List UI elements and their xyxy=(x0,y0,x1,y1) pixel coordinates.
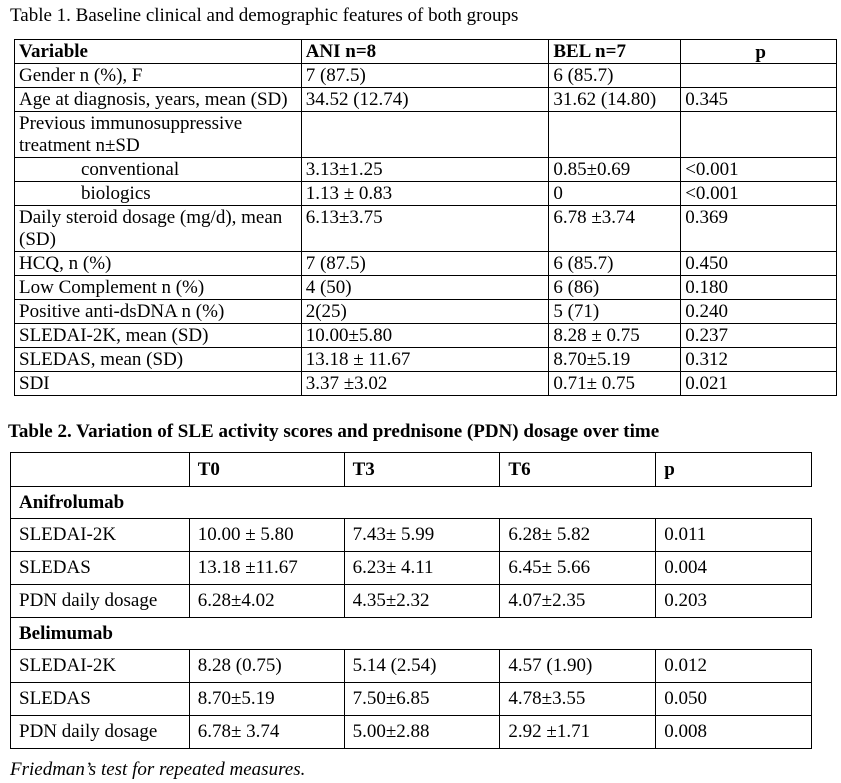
t3-value: 5.14 (2.54) xyxy=(344,650,500,683)
p-value: 0.237 xyxy=(681,324,837,348)
bel-value: 6 (85.7) xyxy=(549,252,681,276)
table-row xyxy=(11,716,812,749)
p-value xyxy=(681,64,837,88)
bel-value: 6 (85.7) xyxy=(549,64,681,88)
ani-value: 1.13 ± 0.83 xyxy=(301,182,549,206)
p-value: 0.345 xyxy=(681,88,837,112)
ani-value: 2(25) xyxy=(301,300,549,324)
row-label: biologics xyxy=(15,182,302,206)
t6-value: 4.57 (1.90) xyxy=(500,650,656,683)
header-t6: T6 xyxy=(500,453,656,487)
row-label: SLEDAI-2K xyxy=(11,519,190,552)
t3-value: 7.50±6.85 xyxy=(344,683,500,716)
bel-value: 0.71± 0.75 xyxy=(549,372,681,396)
table-row xyxy=(15,348,837,372)
table-row xyxy=(11,585,812,618)
bel-value: 6 (86) xyxy=(549,276,681,300)
bel-value xyxy=(549,112,681,158)
t6-value: 2.92 ±1.71 xyxy=(500,716,656,749)
table-row xyxy=(11,519,812,552)
table-row xyxy=(15,372,837,396)
ani-value: 4 (50) xyxy=(301,276,549,300)
t3-value: 6.23± 4.11 xyxy=(344,552,500,585)
t6-value: 4.78±3.55 xyxy=(500,683,656,716)
t0-value: 8.70±5.19 xyxy=(189,683,344,716)
p-value: 0.004 xyxy=(656,552,812,585)
table-row xyxy=(15,252,837,276)
header-p: p xyxy=(681,40,837,64)
row-label: Daily steroid dosage (mg/d), mean (SD) xyxy=(15,206,302,252)
row-label: Positive anti-dsDNA n (%) xyxy=(15,300,302,324)
p-value: 0.369 xyxy=(681,206,837,252)
p-value: 0.180 xyxy=(681,276,837,300)
row-label: conventional xyxy=(15,158,302,182)
t6-value: 6.28± 5.82 xyxy=(500,519,656,552)
row-label: PDN daily dosage xyxy=(11,716,190,749)
table1-caption: Table 1. Baseline clinical and demographic features of both groups xyxy=(10,5,519,26)
p-value: 0.008 xyxy=(656,716,812,749)
p-value: 0.050 xyxy=(656,683,812,716)
header-bel: BEL n=7 xyxy=(549,40,681,64)
p-value: 0.312 xyxy=(681,348,837,372)
row-label: Low Complement n (%) xyxy=(15,276,302,300)
table-row xyxy=(15,206,837,252)
table-row xyxy=(15,324,837,348)
bel-value: 5 (71) xyxy=(549,300,681,324)
table-row xyxy=(15,64,837,88)
ani-value: 3.13±1.25 xyxy=(301,158,549,182)
ani-value: 6.13±3.75 xyxy=(301,206,549,252)
p-value: <0.001 xyxy=(681,182,837,206)
table-row xyxy=(15,182,837,206)
p-value: 0.450 xyxy=(681,252,837,276)
header-t3: T3 xyxy=(344,453,500,487)
header-ani: ANI n=8 xyxy=(301,40,549,64)
bel-value: 8.70±5.19 xyxy=(549,348,681,372)
row-label: SLEDAI-2K, mean (SD) xyxy=(15,324,302,348)
group-row-anifrolumab xyxy=(11,487,812,519)
table-row xyxy=(11,552,812,585)
ani-value: 7 (87.5) xyxy=(301,64,549,88)
ani-value: 13.18 ± 11.67 xyxy=(301,348,549,372)
bel-value: 8.28 ± 0.75 xyxy=(549,324,681,348)
ani-value: 3.37 ±3.02 xyxy=(301,372,549,396)
row-label: Previous immunosuppressive treatment n±SD xyxy=(15,112,302,158)
table-row xyxy=(11,650,812,683)
row-label: Gender n (%), F xyxy=(15,64,302,88)
table-row xyxy=(15,300,837,324)
footnote: Friedman’s test for repeated measures. xyxy=(10,759,306,780)
group-label: Anifrolumab xyxy=(11,487,812,519)
group-row-belimumab xyxy=(11,618,812,650)
table-row xyxy=(15,112,837,158)
t0-value: 6.28±4.02 xyxy=(189,585,344,618)
t0-value: 6.78± 3.74 xyxy=(189,716,344,749)
p-value: 0.012 xyxy=(656,650,812,683)
t3-value: 7.43± 5.99 xyxy=(344,519,500,552)
p-value: 0.203 xyxy=(656,585,812,618)
p-value: <0.001 xyxy=(681,158,837,182)
ani-value: 34.52 (12.74) xyxy=(301,88,549,112)
t3-value: 4.35±2.32 xyxy=(344,585,500,618)
row-label: Age at diagnosis, years, mean (SD) xyxy=(15,88,302,112)
bel-value: 0.85±0.69 xyxy=(549,158,681,182)
t0-value: 8.28 (0.75) xyxy=(189,650,344,683)
row-label: SLEDAS, mean (SD) xyxy=(15,348,302,372)
row-label: PDN daily dosage xyxy=(11,585,190,618)
t6-value: 4.07±2.35 xyxy=(500,585,656,618)
p-value xyxy=(681,112,837,158)
t3-value: 5.00±2.88 xyxy=(344,716,500,749)
p-value: 0.021 xyxy=(681,372,837,396)
ani-value: 7 (87.5) xyxy=(301,252,549,276)
table-header-row xyxy=(11,453,812,487)
header-p: p xyxy=(656,453,812,487)
t0-value: 10.00 ± 5.80 xyxy=(189,519,344,552)
header-t0: T0 xyxy=(189,453,344,487)
group-label: Belimumab xyxy=(11,618,812,650)
bel-value: 6.78 ±3.74 xyxy=(549,206,681,252)
header-variable: Variable xyxy=(15,40,302,64)
baseline-features-table xyxy=(14,39,837,396)
header-blank xyxy=(11,453,190,487)
table2-caption: Table 2. Variation of SLE activity scores and prednisone (PDN) dosage over time xyxy=(8,421,660,442)
t6-value: 6.45± 5.66 xyxy=(500,552,656,585)
table-row xyxy=(15,88,837,112)
row-label: SDI xyxy=(15,372,302,396)
row-label: SLEDAI-2K xyxy=(11,650,190,683)
bel-value: 31.62 (14.80) xyxy=(549,88,681,112)
table-header-row xyxy=(15,40,837,64)
t0-value: 13.18 ±11.67 xyxy=(189,552,344,585)
ani-value: 10.00±5.80 xyxy=(301,324,549,348)
row-label: HCQ, n (%) xyxy=(15,252,302,276)
activity-scores-table xyxy=(10,452,812,749)
ani-value xyxy=(301,112,549,158)
p-value: 0.240 xyxy=(681,300,837,324)
bel-value: 0 xyxy=(549,182,681,206)
table-row xyxy=(11,683,812,716)
table-row xyxy=(15,158,837,182)
table-row xyxy=(15,276,837,300)
p-value: 0.011 xyxy=(656,519,812,552)
row-label: SLEDAS xyxy=(11,552,190,585)
row-label: SLEDAS xyxy=(11,683,190,716)
